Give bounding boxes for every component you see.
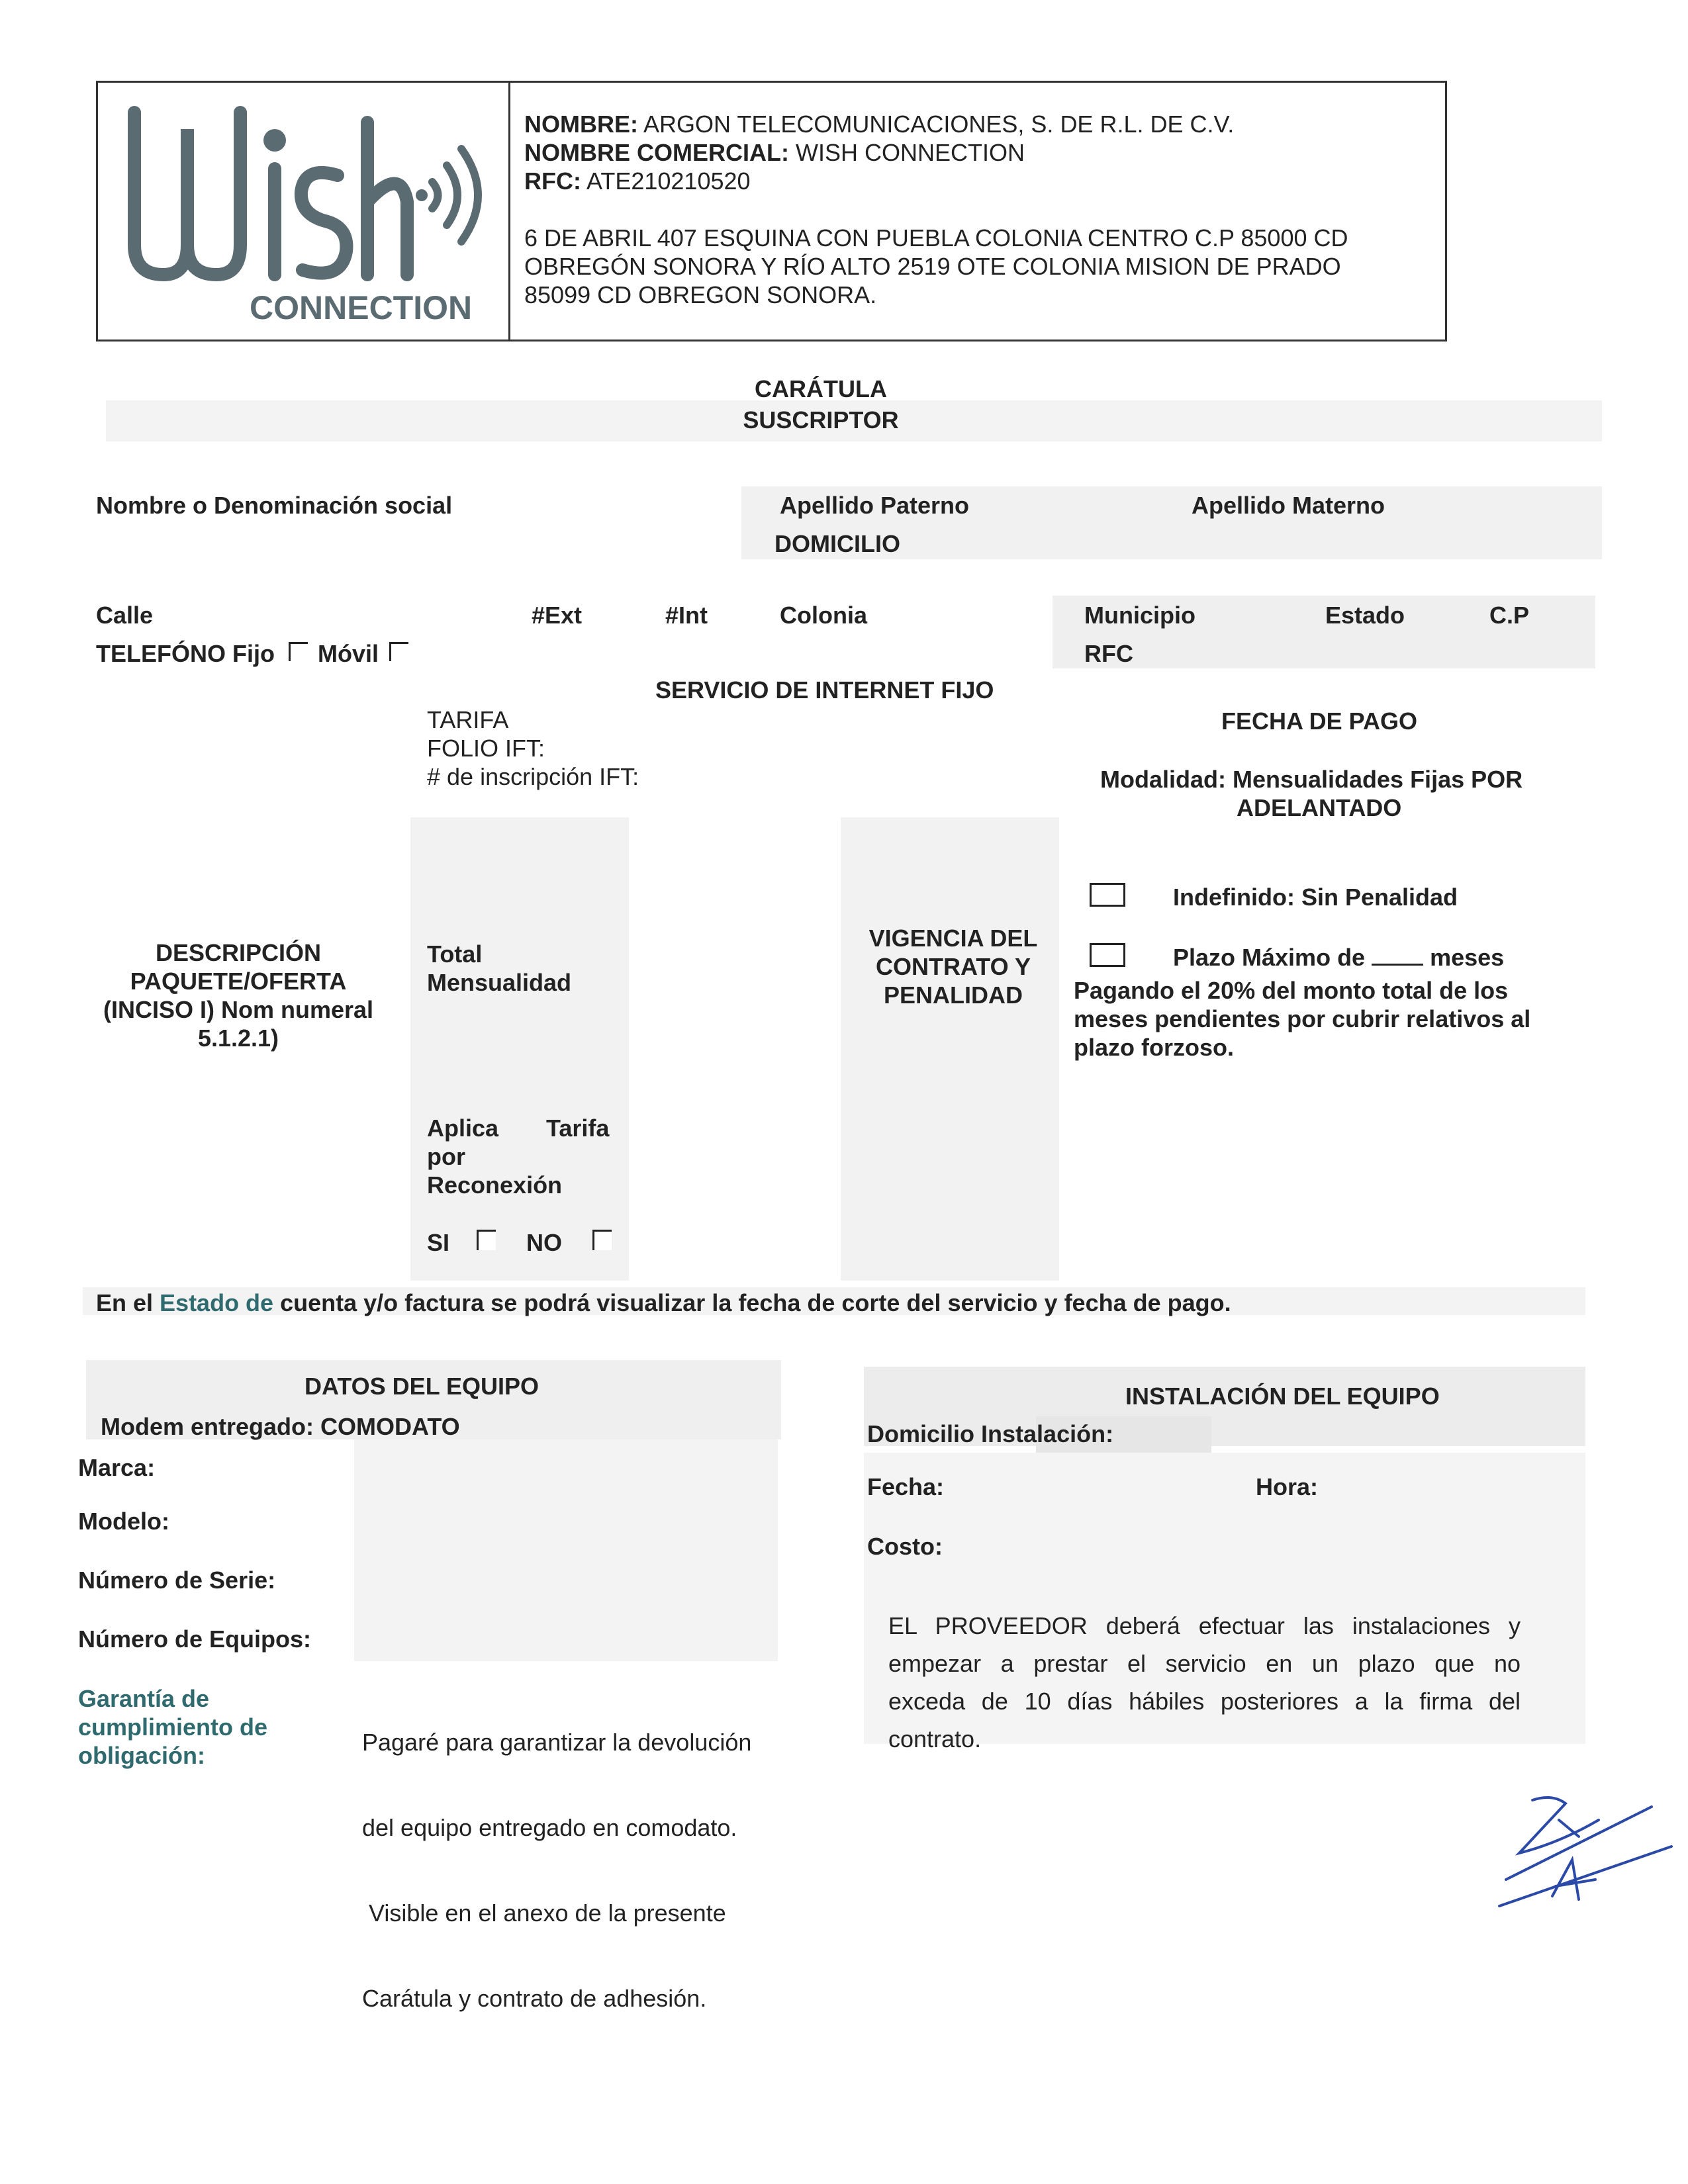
serie-label: Número de Serie:: [78, 1567, 276, 1594]
modalidad-line-1: Modalidad: Mensualidades Fijas POR: [1100, 766, 1523, 793]
pagare-text: [362, 1671, 751, 2041]
cp-label: C.P: [1489, 602, 1530, 629]
si-label: SI: [427, 1229, 450, 1256]
modem-label: Modem entregado: COMODATO: [101, 1413, 460, 1440]
si-checkbox[interactable]: [477, 1230, 496, 1250]
plazo-label: [1173, 943, 1504, 972]
plazo-checkbox[interactable]: [1090, 943, 1125, 967]
estado-label: Estado: [1325, 602, 1405, 629]
address-line: OBREGÓN SONORA Y RÍO ALTO 2519 OTE COLONIA MISION DE PRADO: [524, 253, 1341, 280]
descripcion-line: 5.1.2.1): [197, 1024, 279, 1052]
nombre-value: ARGON TELECOMUNICACIONES, S. DE R.L. DE C.V.: [643, 111, 1235, 138]
marca-label: Marca:: [78, 1454, 156, 1481]
descripcion-line: PAQUETE/OFERTA: [130, 968, 347, 995]
vigencia-label: [847, 924, 1059, 1009]
handwritten-signature: [1479, 1780, 1678, 1926]
vigencia-line: CONTRATO Y: [875, 953, 1031, 980]
garantia-line: cumplimiento de: [78, 1713, 268, 1741]
suscriptor-title: SUSCRIPTOR: [743, 406, 899, 433]
pagare-line: Pagaré para garantizar la devolución: [362, 1729, 752, 1756]
notice-part: En el: [96, 1289, 160, 1316]
rfc-field-label: RFC: [1084, 640, 1133, 667]
hora-label: Hora:: [1256, 1473, 1319, 1500]
movil-checkbox[interactable]: [389, 642, 408, 661]
calle-label: Calle: [96, 602, 154, 629]
pagando-line: meses pendientes por cubrir relativos al: [1074, 1005, 1531, 1032]
comercial-value: WISH CONNECTION: [796, 139, 1025, 166]
comercial-label: NOMBRE COMERCIAL:: [524, 139, 789, 166]
total-label: Total: [427, 940, 483, 968]
garantia-line: obligación:: [78, 1742, 205, 1769]
notice-text: [96, 1289, 1231, 1317]
meses-blank[interactable]: [1372, 944, 1423, 966]
proveedor-line: EL PROVEEDOR deberá efectuar las instalaciones y: [888, 1612, 1521, 1639]
modalidad-line-2: ADELANTADO: [1237, 794, 1402, 821]
int-label: #Int: [665, 602, 708, 629]
rfc-label: RFC:: [524, 167, 581, 195]
caratula-title: CARÁTULA: [755, 375, 887, 402]
domicilio-instalacion-label: Domicilio Instalación:: [867, 1420, 1114, 1447]
wish-connection-logo: [116, 93, 487, 331]
descripcion-label: [93, 938, 384, 1052]
header-divider: [508, 81, 510, 340]
address-line: 85099 CD OBREGON SONORA.: [524, 281, 877, 308]
background-shade: [410, 817, 629, 1281]
pagare-line: del equipo entregado en comodato.: [362, 1814, 737, 1841]
garantia-line: Garantía de: [78, 1685, 210, 1712]
costo-label: Costo:: [867, 1533, 943, 1560]
notice-estado: Estado de: [160, 1289, 274, 1316]
nombre-field-label: Nombre o Denominación social: [96, 492, 453, 519]
pagando-line: plazo forzoso.: [1074, 1034, 1234, 1061]
company-info: [524, 110, 1431, 309]
rfc-value: ATE210210520: [586, 167, 751, 195]
fecha-pago-label: FECHA DE PAGO: [1221, 707, 1418, 735]
indefinido-label: Indefinido: Sin Penalidad: [1173, 884, 1458, 911]
pagare-line: Visible en el anexo de la presente: [362, 1899, 726, 1927]
reconexion-label: Reconexión: [427, 1171, 563, 1199]
instalacion-title: INSTALACIÓN DEL EQUIPO: [1125, 1383, 1440, 1410]
movil-label: Móvil: [318, 640, 379, 667]
tarifa-reconexion-label: Tarifa: [546, 1115, 610, 1142]
apellido-materno-label: Apellido Materno: [1192, 492, 1385, 519]
background-shade: [354, 1439, 778, 1661]
pagare-line: Carátula y contrato de adhesión.: [362, 1985, 707, 2012]
ext-label: #Ext: [532, 602, 583, 629]
address-line: 6 DE ABRIL 407 ESQUINA CON PUEBLA COLONIA CENTRO C.P 85000 CD: [524, 224, 1348, 251]
equipos-label: Número de Equipos:: [78, 1625, 312, 1653]
vigencia-line: PENALIDAD: [883, 981, 1023, 1009]
mensualidad-label: Mensualidad: [427, 969, 572, 996]
fijo-checkbox[interactable]: [289, 642, 308, 661]
pagando-text: [1074, 976, 1577, 1062]
indefinido-checkbox[interactable]: [1090, 883, 1125, 907]
datos-equipo-title: DATOS DEL EQUIPO: [305, 1373, 539, 1400]
inscripcion-label: # de inscripción IFT:: [427, 763, 639, 790]
aplica-label: Aplica: [427, 1115, 499, 1142]
tarifa-label: TARIFA: [427, 706, 509, 733]
nombre-label: NOMBRE:: [524, 111, 638, 138]
telefono-fijo-label: TELEFÓNO Fijo: [96, 640, 275, 667]
proveedor-line: contrato.: [888, 1725, 982, 1752]
no-checkbox[interactable]: [592, 1230, 612, 1250]
descripcion-line: (INCISO I) Nom numeral: [103, 996, 374, 1023]
municipio-label: Municipio: [1084, 602, 1196, 629]
vigencia-line: VIGENCIA DEL: [868, 925, 1038, 952]
fecha-label: Fecha:: [867, 1473, 945, 1500]
no-label: NO: [526, 1229, 562, 1256]
logo-subtext: CONNECTION: [250, 289, 473, 326]
notice-part: cuenta y/o factura se podrá visualizar la fecha de corte del servicio y fecha de pago.: [273, 1289, 1231, 1316]
servicio-title: SERVICIO DE INTERNET FIJO: [655, 676, 994, 704]
pagando-line: Pagando el 20% del monto total de los: [1074, 977, 1509, 1004]
proveedor-line: exceda de 10 días hábiles posteriores a la firma del: [888, 1688, 1521, 1715]
modelo-label: Modelo:: [78, 1508, 169, 1535]
plazo-text: Plazo Máximo de: [1173, 944, 1366, 971]
background-shade: [841, 817, 1059, 1281]
apellido-paterno-label: Apellido Paterno: [780, 492, 970, 519]
meses-text: meses: [1430, 944, 1505, 971]
por-label: por: [427, 1143, 465, 1170]
colonia-label: Colonia: [780, 602, 867, 629]
descripcion-line: DESCRIPCIÓN: [155, 939, 322, 966]
folio-label: FOLIO IFT:: [427, 735, 545, 762]
proveedor-text: [888, 1607, 1521, 1758]
garantia-label: [78, 1684, 267, 1770]
proveedor-line: empezar a prestar el servicio en un plazo que no: [888, 1650, 1521, 1677]
domicilio-title: DOMICILIO: [774, 530, 900, 557]
